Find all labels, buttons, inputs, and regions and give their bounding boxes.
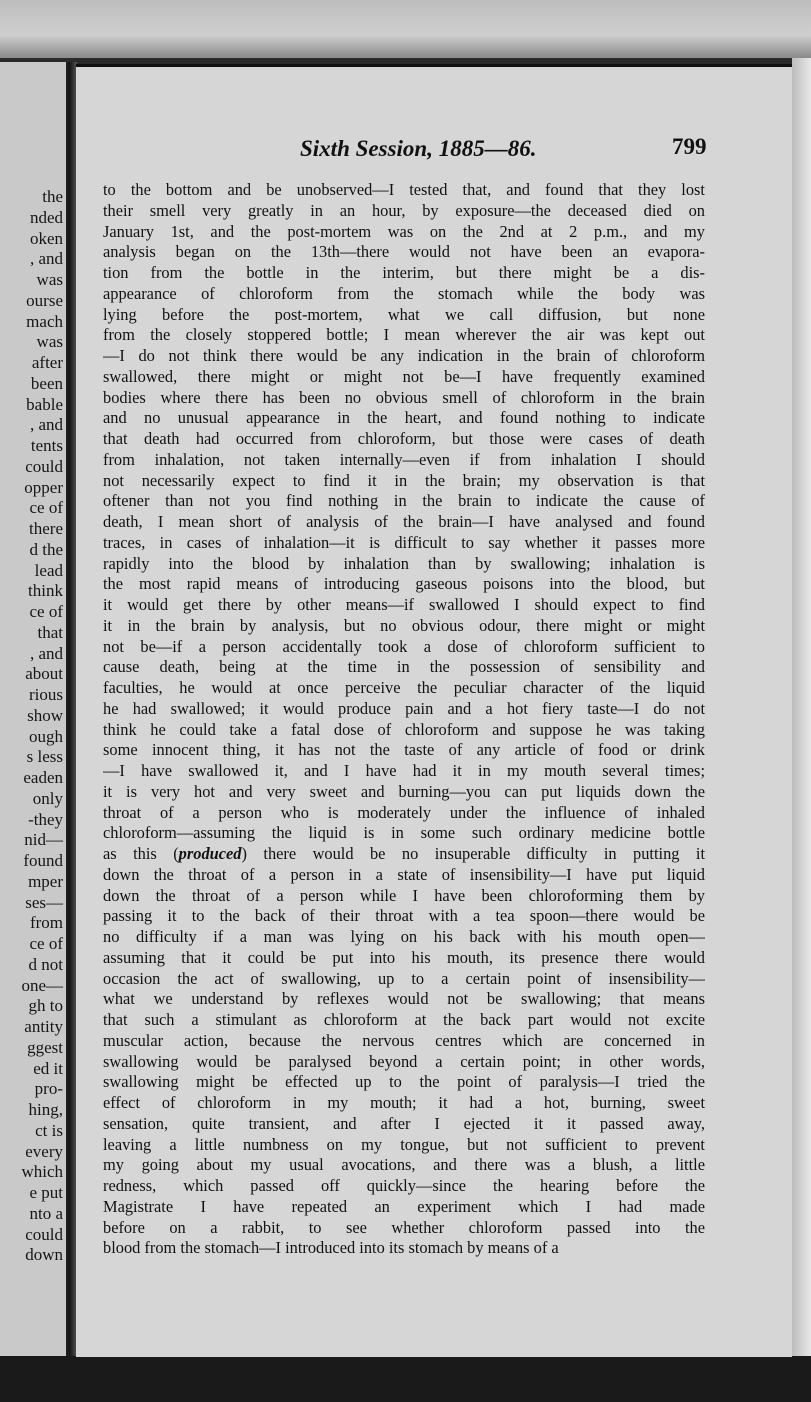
previous-page-fragment: eaden [23,768,63,787]
text-line: down the throat of a person in a state of insensibility—I have put liquid [103,864,705,884]
text-line: Magistrate I have repeated an experiment which I had made [103,1196,705,1216]
text-line: some innocent thing, it has not the taste of any article of food or drink [103,740,705,760]
text-line: swallowing would be paralysed beyond a certain point; in other words, [103,1051,705,1071]
text-line: swallowed, there might or might not be—I have frequently examined [103,366,705,386]
previous-page-fragment: pro- [34,1079,63,1099]
body-text [103,180,705,1259]
previous-page-fragment: opper [24,477,63,497]
text-line: my going about my usual avocations, and there was a blush, a little [103,1155,705,1175]
previous-page-fragment: antity [24,1017,63,1036]
previous-page-fragment: could [25,456,63,476]
previous-page-fragment: tents [30,436,63,455]
previous-page-fragment: been [30,373,63,393]
italic-word: produced [178,844,242,863]
page-edge-right [792,58,811,1362]
text-line: it would get there by other means—if swallowed I should expect to find [103,595,705,614]
previous-page-fragment: lead [34,560,63,580]
text-line: from inhalation, not taken internally—even if from inhalation I should [103,449,705,469]
previous-page-fragment: ce of [29,498,63,518]
text-line: bodies where there has been no obvious smell of chloroform in the brain [103,387,705,407]
previous-page-fragment: ses— [25,892,63,912]
previous-page-fragment: rious [29,685,63,704]
text-line: and no unusual appearance in the heart, and found nothing to indicate [103,408,705,428]
text-line: traces, in cases of inhalation—it is difficult to say whether it passes more [103,532,705,552]
previous-page-fragment: from [29,913,63,933]
previous-page-fragment: only [32,788,63,808]
previous-page-fragment: d the [29,539,63,559]
text-line: what we understand by reflexes would not be swallowing; that means [103,989,705,1009]
text-line: no difficulty if a man was lying on his back with his mouth open— [103,927,705,946]
text-line: effect of chloroform in my mouth; it had a hot, burning, sweet [103,1093,705,1112]
text-line: that death had occurred from chloroform, but those were cases of death [103,429,705,448]
previous-page-fragment: nid— [24,830,63,850]
text-fragment: ) there would be no insuperable difficulty in putting it [241,844,705,863]
previous-page-fragment: the [42,187,63,206]
previous-page-edge [0,62,69,1362]
text-line: death, I mean short of analysis of the brain—I have analysed and found [103,512,705,531]
text-line: their smell very greatly in an hour, by exposure—the deceased died on [103,200,705,220]
text-line: it in the brain by analysis, but no obvious odour, there might or might [103,615,705,635]
previous-page-fragment: about [25,664,63,684]
text-line: he had swallowed; it would produce pain and a hot fiery taste—I do not [103,698,705,718]
page-number: 799 [672,134,707,159]
previous-page-fragment: -they [28,809,63,829]
previous-page-fragment: was [36,270,63,289]
previous-page-fragment: nto a [29,1203,63,1223]
text-line: rapidly into the blood by inhalation than by swallowing; inhalation is [103,553,705,573]
previous-page-fragment: ce of [29,934,63,953]
previous-page-fragment: nded [29,207,63,227]
text-line: sensation, quite transient, and after I ejected it it passed away, [103,1113,705,1133]
scanner-top-background [0,0,811,58]
text-line: think he could take a fatal dose of chloroform and suppose he was taking [103,719,705,739]
previous-page-fragment: d not [28,954,63,974]
previous-page-fragment: ggest [27,1037,63,1057]
text-line: January 1st, and the post-mortem was on the 2nd at 2 p.m., and my [103,221,705,241]
text-fragment: as this ( [103,844,179,863]
text-line: the most rapid means of introducing gaseous poisons into the blood, but [103,574,705,594]
previous-page-fragment: ough [29,726,63,746]
text-line: chloroform—assuming the liquid is in some such ordinary medicine bottle [103,823,705,843]
text-line: cause death, being at the time in the possession of sensibility and [103,657,705,677]
text-line: —I have swallowed it, and I have had it in my mouth several times; [103,761,705,780]
text-line: to the bottom and be unobserved—I tested that, and found that they lost [103,180,705,199]
previous-page-fragment: ed it [33,1058,63,1078]
text-line: assuming that it could be put into his mouth, its presence there would [103,947,705,967]
previous-page-fragment: mach [26,311,63,331]
scanner-bottom-background [0,1356,811,1402]
text-line: leaving a little numbness on my tongue, but not sufficient to prevent [103,1134,705,1154]
previous-page-fragment: could [25,1224,63,1244]
previous-page-fragment: there [29,519,63,538]
previous-page-fragment: mper [28,871,63,891]
previous-page-fragment: show [27,705,63,725]
previous-page-fragment: which [21,1162,63,1182]
text-line [103,844,705,865]
previous-page-fragment: down [25,1245,63,1265]
previous-page-fragment: oken [29,228,63,248]
previous-page-fragment: found [23,851,63,870]
previous-page-fragment: hing, [28,1100,63,1119]
previous-page-fragment: , and [29,643,63,663]
previous-page-fragment: ct is [35,1120,63,1140]
text-line: from the closely stoppered bottle; I mean wherever the air was kept out [103,325,705,345]
text-line: faculties, he would at once perceive the peculiar character of the liquid [103,678,705,697]
text-line: redness, which passed off quickly—since the hearing before the [103,1176,705,1195]
text-line: blood from the stomach—I introduced into its stomach by means of a [103,1238,559,1258]
previous-page-fragment: every [25,1141,63,1161]
text-line: muscular action, because the nervous centres which are concerned in [103,1030,705,1050]
previous-page-fragment: gh to [28,996,63,1016]
previous-page-fragment: was [36,332,63,352]
text-line: not necessarily expect to find it in the brain; my observation is that [103,470,705,490]
text-line: that such a stimulant as chloroform at the back part would not excite [103,1010,705,1029]
previous-page-fragment: one— [21,975,63,995]
text-line: down the throat of a person while I have been chloroforming them by [103,885,705,905]
text-line: not be—if a person accidentally took a dose of chloroform sufficient to [103,636,705,656]
text-line: it is very hot and very sweet and burning—you can put liquids down the [103,781,705,801]
previous-page-fragment: e put [29,1183,63,1202]
previous-page-fragment: think [28,581,63,601]
text-line: oftener than not you find nothing in the brain to indicate the cause of [103,491,705,511]
previous-page-fragment: that [37,622,63,642]
previous-page-fragment: ce of [29,602,63,621]
text-line: throat of a person who is moderately under the influence of inhaled [103,802,705,822]
text-line: swallowing might be effected up to the point of paralysis—I tried the [103,1072,705,1092]
previous-page-fragment: s less [26,747,63,767]
running-head: Sixth Session, 1885—86. [300,136,537,161]
text-line: tion from the bottle in the interim, but there might be a dis- [103,263,705,282]
text-line: before on a rabbit, to see whether chloroform passed into the [103,1217,705,1237]
text-line: appearance of chloroform from the stomach while the body was [103,283,705,303]
previous-page-fragment: , and [29,249,63,269]
text-line: occasion the act of swallowing, up to a certain point of insensibility— [103,968,705,988]
text-line: analysis began on the 13th—there would not have been an evapora- [103,242,705,262]
previous-page-fragment: after [31,353,63,372]
text-line: —I do not think there would be any indication in the brain of chloroform [103,346,705,365]
previous-page-fragment: , and [29,415,63,435]
text-line: passing it to the back of their throat with a tea spoon—there would be [103,906,705,926]
previous-page-fragment: bable [26,394,63,414]
text-line: lying before the post-mortem, what we call diffusion, but none [103,304,705,324]
previous-page-fragment: ourse [26,290,63,310]
